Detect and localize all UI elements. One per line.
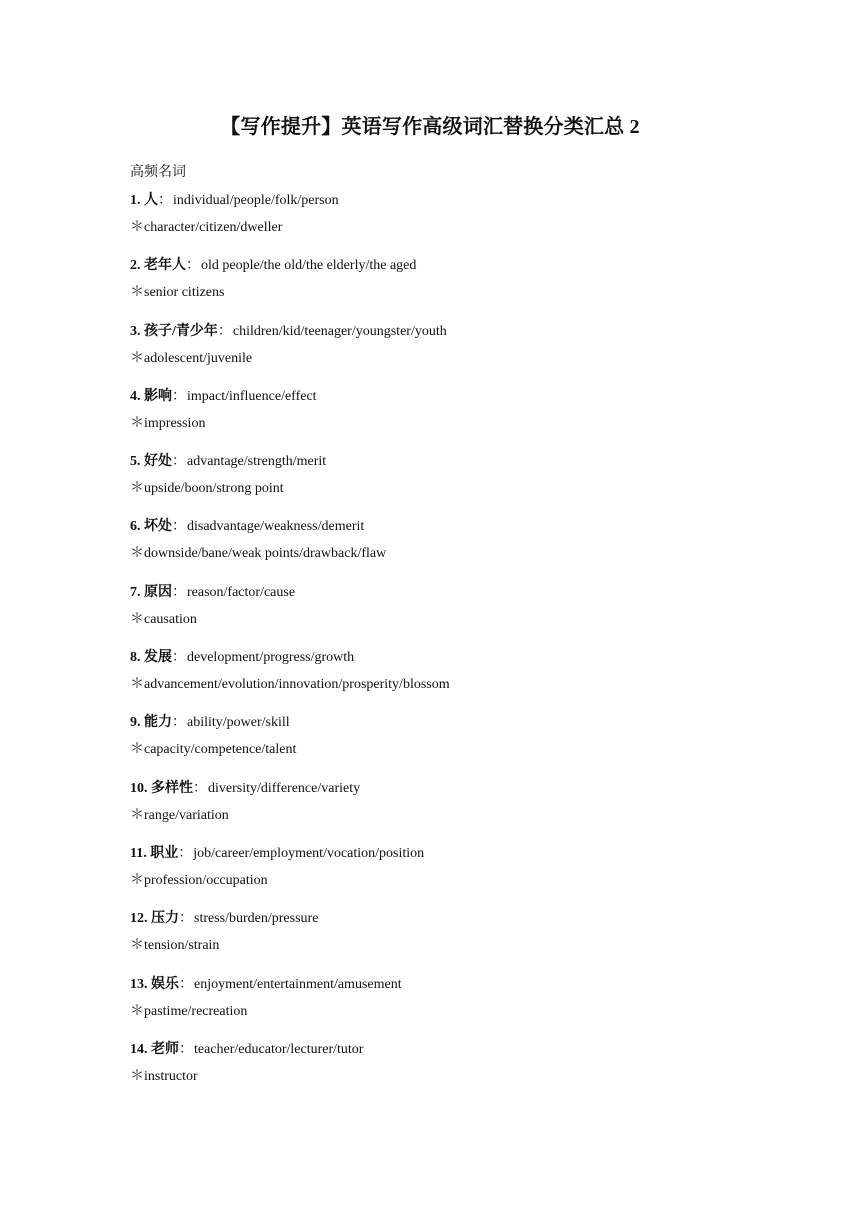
entry-number: 1. [130,193,141,208]
entry-basic-line [130,648,770,668]
entry-term: 原因 [144,584,172,600]
vocabulary-entry [130,975,770,1040]
entry-advanced-words: adolescent/juvenile [144,350,253,366]
vocabulary-entry [130,583,770,648]
entry-basic-words: job/career/employment/vocation/position [193,845,425,861]
star-icon: ＊ [130,611,144,627]
entry-advanced-line [130,349,770,369]
entry-basic-words: individual/people/folk/person [173,193,339,208]
entry-basic-words: old people/the old/the elderly/the aged [201,258,417,274]
entry-basic-words: stress/burden/pressure [194,911,319,927]
entry-advanced-words: capacity/competence/talent [144,742,297,758]
entry-basic-line [130,1040,770,1060]
entry-colon: ： [179,911,193,927]
vocabulary-entry [130,909,770,974]
entry-advanced-line [130,414,770,434]
entry-basic-words: children/kid/teenager/youngster/youth [232,323,447,339]
star-icon: ＊ [130,1003,144,1019]
entry-term: 老师 [151,1041,179,1057]
entry-advanced-words: profession/occupation [144,872,268,888]
entry-basic-line [130,779,770,799]
vocabulary-entry [130,387,770,452]
entry-advanced-line [130,610,770,630]
section-heading: 高频名词 [130,165,186,180]
entry-basic-line [130,844,770,864]
star-icon: ＊ [130,938,144,954]
entry-number: 6. [130,519,141,535]
entry-colon: ： [172,584,186,600]
entry-basic-words: advantage/strength/merit [187,454,327,470]
vocabulary-entry [130,322,770,387]
entry-colon: ： [217,323,232,339]
entry-term: 坏处 [144,519,172,535]
entry-advanced-words: character/citizen/dweller [144,220,283,235]
entry-basic-words: reason/factor/cause [187,584,296,600]
entry-number: 11. [130,845,147,861]
entry-advanced-line [130,479,770,499]
entry-colon: ： [172,388,186,404]
star-icon: ＊ [130,350,144,366]
star-icon: ＊ [130,285,144,301]
entry-advanced-words: instructor [144,1068,198,1084]
entry-advanced-words: tension/strain [144,938,220,954]
entry-number: 10. [130,780,148,796]
entry-number: 12. [130,911,148,927]
entry-advanced-line [130,544,770,564]
vocabulary-list [130,191,770,1105]
entry-basic-line [130,387,770,407]
entry-term: 娱乐 [151,976,179,992]
entry-advanced-words: upside/boon/strong point [144,481,284,497]
entry-colon: ： [179,976,193,992]
entry-basic-line [130,975,770,995]
entry-basic-line [130,256,770,276]
entry-basic-words: enjoyment/entertainment/amusement [194,976,402,992]
entry-advanced-line [130,675,770,695]
entry-colon: ： [193,780,207,796]
entry-term: 人 [144,193,158,208]
entry-number: 5. [130,454,141,470]
page-title: 【写作提升】英语写作高级词汇替换分类汇总 2 [220,116,640,138]
entry-basic-line [130,909,770,929]
vocabulary-entry [130,517,770,582]
star-icon: ＊ [130,415,144,431]
vocabulary-entry [130,648,770,713]
entry-term: 好处 [144,454,172,470]
vocabulary-entry [130,1040,770,1105]
entry-basic-words: diversity/difference/variety [208,780,361,796]
entry-colon: ： [172,454,186,470]
vocabulary-entry [130,191,770,256]
star-icon: ＊ [130,807,144,823]
entry-advanced-line [130,218,770,238]
entry-colon: ： [186,258,200,274]
entry-advanced-line [130,740,770,760]
entry-advanced-line [130,806,770,826]
entry-advanced-words: advancement/evolution/innovation/prosperity/blossom [144,677,450,693]
vocabulary-entry [130,452,770,517]
entry-colon: ： [172,650,186,666]
entry-number: 8. [130,650,141,666]
vocabulary-entry [130,844,770,909]
entry-number: 3. [130,323,141,339]
entry-basic-line [130,322,770,342]
entry-advanced-words: senior citizens [144,285,225,301]
entry-basic-words: impact/influence/effect [187,388,317,404]
entry-advanced-words: impression [144,415,206,431]
entry-advanced-words: range/variation [144,807,229,823]
entry-basic-line [130,583,770,603]
entry-basic-line [130,517,770,537]
entry-number: 2. [130,258,141,274]
entry-number: 14. [130,1041,148,1057]
entry-term: 职业 [150,845,179,861]
entry-term: 能力 [144,715,172,731]
entry-term: 孩子/青少年 [144,323,218,339]
star-icon: ＊ [130,742,144,758]
vocabulary-entry [130,713,770,778]
entry-colon: ： [178,845,193,861]
entry-colon: ： [158,193,172,208]
entry-colon: ： [172,519,186,535]
entry-term: 影响 [144,388,172,404]
entry-basic-words: teacher/educator/lecturer/tutor [194,1041,364,1057]
entry-basic-words: disadvantage/weakness/demerit [187,519,365,535]
entry-advanced-line [130,936,770,956]
star-icon: ＊ [130,872,144,888]
entry-number: 7. [130,584,141,600]
entry-colon: ： [172,715,186,731]
star-icon: ＊ [130,1068,144,1084]
entry-term: 多样性 [151,780,193,796]
entry-advanced-line [130,283,770,303]
entry-number: 4. [130,388,141,404]
entry-number: 13. [130,976,148,992]
entry-basic-line [130,452,770,472]
star-icon: ＊ [130,481,144,497]
entry-advanced-line [130,871,770,891]
entry-advanced-words: causation [144,611,197,627]
vocabulary-entry [130,779,770,844]
entry-term: 老年人 [144,258,186,274]
entry-colon: ： [179,1041,193,1057]
entry-basic-line [130,191,770,211]
star-icon: ＊ [130,546,144,562]
entry-advanced-line [130,1067,770,1087]
entry-basic-words: ability/power/skill [187,715,290,731]
entry-advanced-words: pastime/recreation [144,1003,248,1019]
star-icon: ＊ [130,220,144,235]
entry-term: 发展 [144,650,172,666]
star-icon: ＊ [130,677,144,693]
entry-number: 9. [130,715,141,731]
entry-term: 压力 [151,911,179,927]
entry-basic-words: development/progress/growth [187,650,355,666]
entry-basic-line [130,713,770,733]
entry-advanced-line [130,1002,770,1022]
vocabulary-entry [130,256,770,321]
entry-advanced-words: downside/bane/weak points/drawback/flaw [144,546,387,562]
